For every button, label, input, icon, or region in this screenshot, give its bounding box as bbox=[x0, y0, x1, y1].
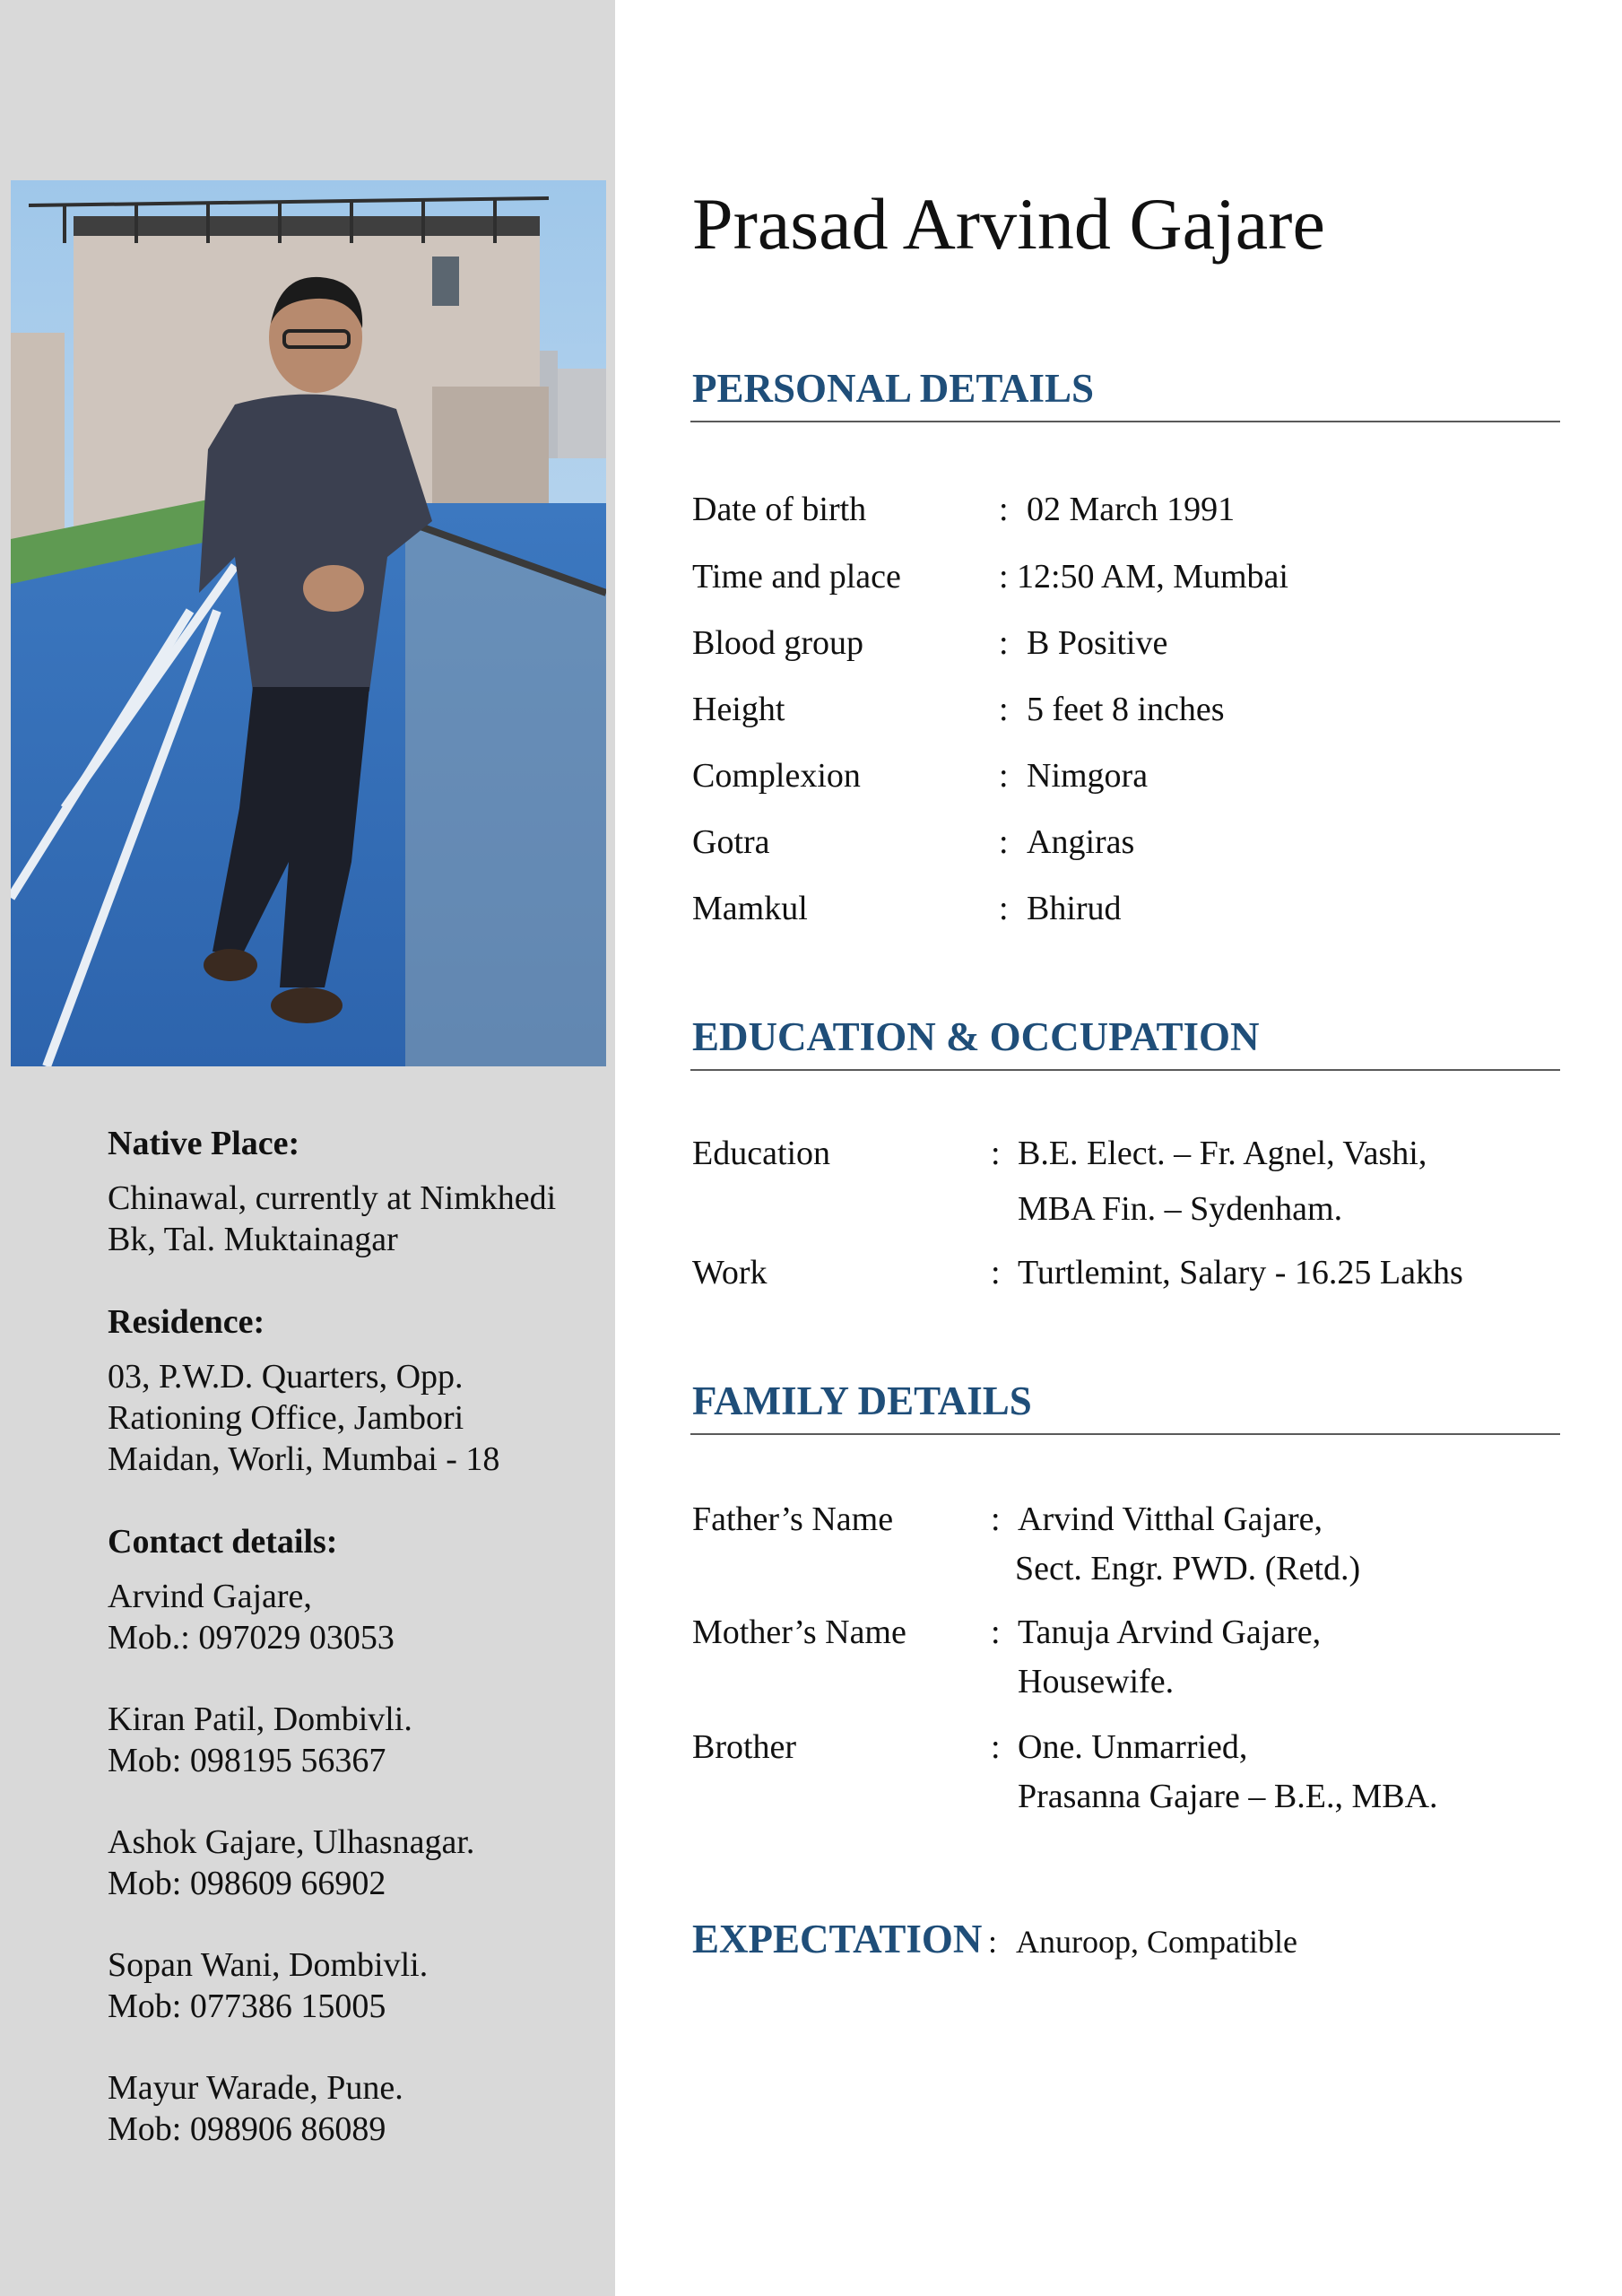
row-value-continued: Sect. Engr. PWD. (Retd.) bbox=[1015, 1550, 1361, 1587]
contact-heading: Contact details: bbox=[108, 1523, 338, 1561]
section-divider bbox=[690, 1069, 1560, 1071]
row-value: Tanuja Arvind Gajare, bbox=[1018, 1613, 1322, 1651]
contact-mobile: Mob: 098609 66902 bbox=[108, 1865, 386, 1902]
row-label: Education bbox=[692, 1135, 831, 1172]
contact-block bbox=[108, 1521, 610, 1562]
expectation-label: EXPECTATION bbox=[692, 1917, 983, 1961]
contact-name: Sopan Wani, Dombivli. bbox=[108, 1946, 429, 1984]
row-label: Father’s Name bbox=[692, 1500, 894, 1538]
contact-entry bbox=[108, 1944, 610, 2027]
row-separator: : bbox=[999, 757, 1009, 795]
row-value: Angiras bbox=[1027, 823, 1135, 861]
contact-mobile: Mob: 077386 15005 bbox=[108, 1987, 386, 2025]
contact-name: Arvind Gajare, bbox=[108, 1578, 312, 1615]
contact-entry bbox=[108, 1822, 610, 1904]
row-label: Complexion bbox=[692, 757, 861, 795]
row-label: Mother’s Name bbox=[692, 1613, 906, 1651]
row-value: 12:50 AM, Mumbai bbox=[1017, 558, 1288, 596]
row-separator: : bbox=[999, 558, 1009, 596]
residence-heading: Residence: bbox=[108, 1303, 265, 1341]
expectation-value: Anuroop, Compatible bbox=[1016, 1924, 1297, 1960]
residence-block bbox=[108, 1301, 610, 1480]
row-value: B Positive bbox=[1027, 624, 1168, 662]
row-value-continued: MBA Fin. – Sydenham. bbox=[1018, 1190, 1343, 1228]
contact-entry bbox=[108, 2067, 610, 2150]
candidate-name: Prasad Arvind Gajare bbox=[692, 183, 1325, 265]
person-photo-icon bbox=[11, 180, 606, 1066]
row-value: Turtlemint, Salary - 16.25 Lakhs bbox=[1018, 1254, 1463, 1292]
row-value-continued: Housewife. bbox=[1018, 1663, 1175, 1700]
row-separator: : bbox=[999, 823, 1009, 861]
row-label: Work bbox=[692, 1254, 768, 1292]
row-label: Time and place bbox=[692, 558, 901, 596]
row-separator: : bbox=[999, 624, 1009, 662]
row-separator: : bbox=[991, 1613, 1001, 1651]
row-separator: : bbox=[999, 491, 1009, 528]
row-separator: : bbox=[991, 1135, 1001, 1172]
row-separator: : bbox=[991, 1728, 1001, 1766]
row-separator: : bbox=[991, 1254, 1001, 1292]
contact-name: Ashok Gajare, Ulhasnagar. bbox=[108, 1823, 475, 1861]
row-separator: : bbox=[991, 1500, 1001, 1538]
row-label: Brother bbox=[692, 1728, 797, 1766]
row-value: 02 March 1991 bbox=[1027, 491, 1236, 528]
row-label: Mamkul bbox=[692, 890, 808, 927]
contact-name: Mayur Warade, Pune. bbox=[108, 2069, 403, 2107]
profile-photo bbox=[11, 180, 606, 1066]
contact-entry bbox=[108, 1699, 610, 1781]
row-separator: : bbox=[999, 691, 1009, 728]
row-label: Date of birth bbox=[692, 491, 867, 528]
contact-mobile: Mob: 098906 86089 bbox=[108, 2110, 386, 2148]
row-value: Arvind Vitthal Gajare, bbox=[1018, 1500, 1323, 1538]
section-divider bbox=[690, 421, 1560, 422]
row-value: 5 feet 8 inches bbox=[1027, 691, 1225, 728]
row-separator: : bbox=[999, 890, 1009, 927]
native-place-block bbox=[108, 1123, 610, 1260]
education-title: EDUCATION & OCCUPATION bbox=[692, 1014, 1260, 1059]
native-place-text: Chinawal, currently at Nimkhedi Bk, Tal. Muktainagar bbox=[108, 1179, 557, 1258]
contact-mobile: Mob.: 097029 03053 bbox=[108, 1619, 395, 1657]
row-label: Gotra bbox=[692, 823, 770, 861]
row-label: Height bbox=[692, 691, 785, 728]
contact-entry bbox=[108, 1576, 610, 1658]
contact-name: Kiran Patil, Dombivli. bbox=[108, 1700, 412, 1738]
row-value: Bhirud bbox=[1027, 890, 1122, 927]
row-value: Nimgora bbox=[1027, 757, 1149, 795]
row-value: One. Unmarried, bbox=[1018, 1728, 1248, 1766]
residence-text: 03, P.W.D. Quarters, Opp. Rationing Office, Jambori Maidan, Worli, Mumbai - 18 bbox=[108, 1358, 500, 1478]
native-place-heading: Native Place: bbox=[108, 1125, 300, 1162]
row-label: Blood group bbox=[692, 624, 864, 662]
section-divider bbox=[690, 1433, 1560, 1435]
row-value: B.E. Elect. – Fr. Agnel, Vashi, bbox=[1018, 1135, 1427, 1172]
contact-mobile: Mob: 098195 56367 bbox=[108, 1742, 386, 1779]
row-value-continued: Prasanna Gajare – B.E., MBA. bbox=[1018, 1778, 1438, 1815]
personal-details-title: PERSONAL DETAILS bbox=[692, 366, 1095, 411]
expectation-separator: : bbox=[988, 1924, 998, 1960]
family-title: FAMILY DETAILS bbox=[692, 1378, 1032, 1423]
